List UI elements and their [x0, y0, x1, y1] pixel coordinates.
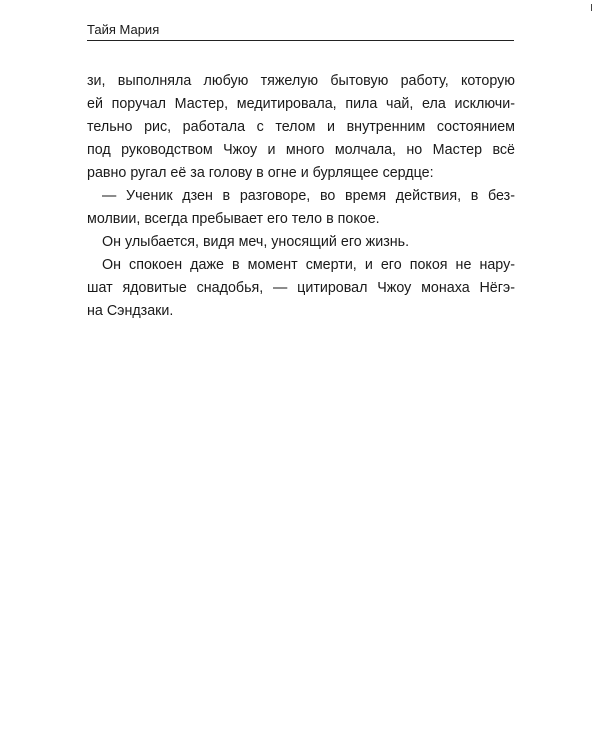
header-author: Тайя Мария: [87, 22, 160, 37]
text-line: под руководством Чжоу и много молчала, но Мастер всё: [87, 142, 515, 158]
paragraph: [87, 254, 515, 323]
text-line: на Сэндзаки.: [87, 303, 174, 319]
text-line: ей поручал Мастер, медитировала, пила чай, ела исключи-: [87, 96, 515, 112]
text-line: тельно рис, работала с телом и внутренним состоянием: [87, 119, 515, 135]
paragraph: [87, 185, 515, 231]
text-line: Он спокоен даже в момент смерти, и его покоя не нару-: [102, 257, 515, 273]
text-line: молвии, всегда пребывает его тело в покое.: [87, 211, 380, 227]
paragraph: [87, 231, 515, 254]
text-line: шат ядовитые снадобья, — цитировал Чжоу монаха Нёгэ-: [87, 280, 515, 296]
text-line: — Ученик дзен в разговоре, во время действия, в без-: [102, 188, 515, 204]
body-text: [87, 70, 515, 323]
text-line: равно ругал её за голову в огне и бурлящее сердце:: [87, 165, 434, 181]
paragraph: [87, 70, 515, 185]
page-corner-mark: [591, 4, 592, 11]
text-line: Он улыбается, видя меч, уносящий его жизнь.: [102, 234, 410, 250]
text-line: зи, выполняла любую тяжелую бытовую работу, которую: [87, 73, 515, 89]
running-header: [87, 22, 514, 41]
